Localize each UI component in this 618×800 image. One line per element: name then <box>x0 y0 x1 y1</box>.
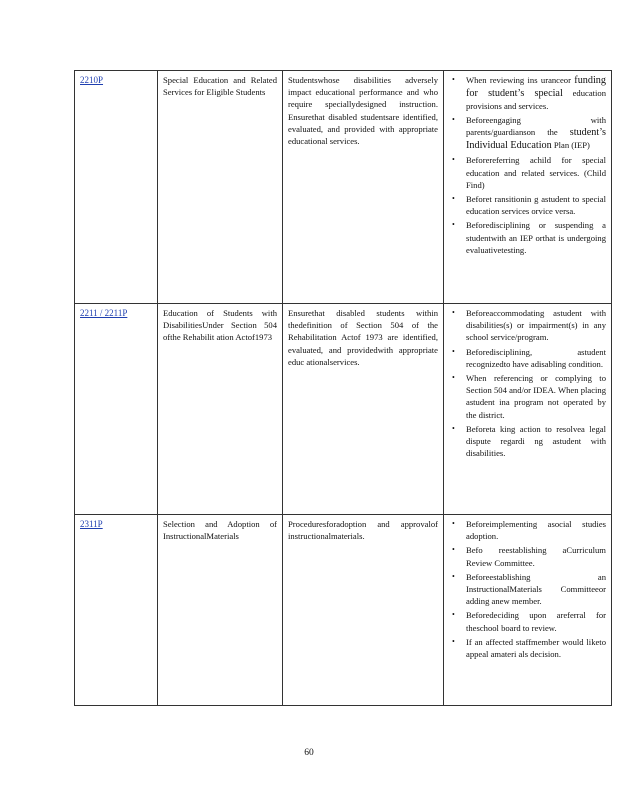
policy-title-cell: Education of Students with DisabilitiesUnder Section 504 ofthe Rehabilit ation Actof1973 <box>158 304 283 515</box>
policy-code-link[interactable]: 2311P <box>80 519 103 529</box>
policy-applies-cell: Proceduresforadoption and approvalof instructionalmaterials. <box>283 515 444 706</box>
when-bullet-item: • If an affected staffmember would liketo appeal amateri als decision. <box>449 636 606 660</box>
when-bullet-item: • Beforeimplementing asocial studies adoption. <box>449 518 606 542</box>
when-bullet-item: • Beforereferring achild for special education and related services. (Child Find) <box>449 154 606 191</box>
when-bullet-item: • When reviewing ins uranceor funding for student’s special education provisions and services. <box>449 74 606 112</box>
when-bullet-item: • Beforedisciplining or suspending a studentwith an IEP orthat is undergoing evaluativetesting. <box>449 219 606 256</box>
policy-when-cell <box>444 304 612 515</box>
policy-code-cell <box>75 515 158 706</box>
when-bullet-item: • Beforeta king action to resolvea legal dispute regardi ng astudent with disabilities. <box>449 423 606 460</box>
when-list <box>449 307 606 459</box>
emphasized-text: funding for student’s special <box>466 75 606 99</box>
emphasized-text: student’s Individual Education <box>466 127 606 152</box>
policy-applies-cell: Studentswhose disabilities adversely impact educational performance and who require speciallydesigned instruction. Ensurethat disabled studentsare identified, evaluated, and provided with appropriate educational services. <box>283 71 444 304</box>
page-number: 60 <box>304 748 314 758</box>
policy-table <box>74 70 612 706</box>
policy-title-cell: Special Education and Related Services for Eligible Students <box>158 71 283 304</box>
when-list <box>449 74 606 256</box>
policy-code-cell <box>75 71 158 304</box>
policy-code-link[interactable]: 2210P <box>80 75 104 85</box>
when-bullet-item: • Beforedisciplining, astudent recognizedto have adisabling condition. <box>449 346 606 370</box>
table-row <box>75 304 612 515</box>
when-bullet-item: • Beforeestablishing an InstructionalMaterials Committeeor adding anew member. <box>449 571 606 608</box>
when-bullet-item: • Beforeaccommodating astudent with disabilities(s) or impairment(s) in any school service/program. <box>449 307 606 344</box>
when-bullet-item: • Befo reestablishing aCurriculum Review Committee. <box>449 544 606 568</box>
policy-when-cell <box>444 515 612 706</box>
when-list <box>449 518 606 660</box>
policy-title-cell: Selection and Adoption of InstructionalMaterials <box>158 515 283 706</box>
policy-when-cell <box>444 71 612 304</box>
when-bullet-item: • Beforet ransitionin g astudent to special education services orvice versa. <box>449 193 606 217</box>
when-bullet-item: • When referencing or complying to Section 504 and/or IDEA. When placing astudent ina program not operated by the district. <box>449 372 606 421</box>
table-row <box>75 515 612 706</box>
when-bullet-item: • Beforeengaging with parents/guardianson the student’s Individual Education Plan (IEP) <box>449 114 606 152</box>
policy-code-cell <box>75 304 158 515</box>
policy-applies-cell: Ensurethat disabled students within thedefinition of Section 504 of the Rehabilitation Actof 1973 are identified, evaluated, and providedwith appropriate educ ationalservices. <box>283 304 444 515</box>
when-bullet-item: • Beforedeciding upon areferral for theschool board to review. <box>449 609 606 633</box>
table-row <box>75 71 612 304</box>
policy-code-link[interactable]: 2211 / 2211P <box>80 308 128 318</box>
